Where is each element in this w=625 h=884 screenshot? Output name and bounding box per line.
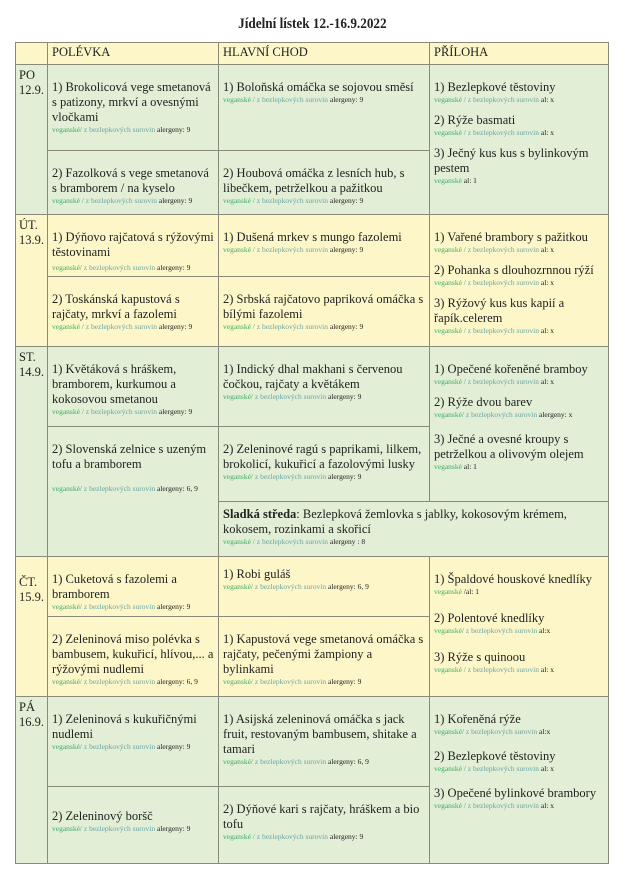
- sweet-text: : Bezlepková žemlovka s jablky, kokosovým krémem, kokosem, rozinkami a skořicí: [223, 507, 567, 536]
- dish-tags: [223, 196, 425, 206]
- dish-name: 2) Rýže dvou barev: [434, 395, 533, 409]
- header-soup: POLÉVKA: [48, 43, 219, 65]
- side-cell: [430, 697, 609, 864]
- allergens: alergeny: x: [537, 410, 573, 419]
- table-row: [16, 697, 609, 787]
- gluten-free-tag: z bezlepkových surovin: [465, 801, 539, 810]
- dish-tags: [223, 537, 604, 547]
- dish-tags: [223, 472, 425, 482]
- allergens: alergeny: 9: [326, 677, 362, 686]
- gluten-free-tag: z bezlepkových surovin: [253, 392, 327, 401]
- dish-tags: [223, 677, 425, 687]
- gluten-free-tag: z bezlepkových surovin: [82, 824, 156, 833]
- day-cell: [16, 347, 48, 557]
- gluten-free-tag: z bezlepkových surovin: [465, 278, 539, 287]
- vegan-tag: veganské /: [434, 377, 466, 386]
- soup-cell: [48, 347, 219, 427]
- dish-name: 1) Špaldové houskové knedlíky: [434, 572, 592, 586]
- dish-name: 1) Asijská zeleninová omáčka s jack fruit, restovaným bambusem, shitake a tamari: [223, 712, 417, 756]
- vegan-tag: veganské /: [223, 322, 255, 331]
- header-day: [16, 43, 48, 65]
- dish-tags: [434, 665, 604, 675]
- day-name: PO: [19, 68, 35, 82]
- dish-name: 3) Ječný kus kus s bylinkovým pestem: [434, 146, 589, 175]
- dish-tags: [52, 824, 214, 834]
- side-item: [434, 230, 604, 255]
- dish-name: 2) Srbská rajčatovo papriková omáčka s bílými fazolemi: [223, 292, 424, 321]
- allergens: alergeny: 6, 9: [326, 757, 369, 766]
- allergens: al: 1: [461, 176, 477, 185]
- dish-name: 1) Bezlepkové těstoviny: [434, 80, 556, 94]
- day-date: 16.9.: [19, 715, 44, 729]
- day-cell: [16, 65, 48, 215]
- allergens: al: x: [538, 245, 554, 254]
- dish-name: 2) Bezlepkové těstoviny: [434, 749, 556, 763]
- vegan-tag: veganské /: [223, 537, 255, 546]
- dish-name: 1) Indický dhal makhani s červenou čočkou, rajčaty a květákem: [223, 362, 403, 391]
- day-block-friday: [16, 697, 609, 864]
- soup-cell: [48, 215, 219, 277]
- vegan-tag: veganské/: [223, 677, 253, 686]
- sweet-label: Sladká středa: [223, 507, 297, 521]
- allergens: al: x: [538, 801, 554, 810]
- soup-cell: [48, 557, 219, 617]
- dish-tags: [434, 176, 604, 186]
- allergens: al:x: [537, 626, 551, 635]
- soup-cell: [48, 427, 219, 557]
- vegan-tag: veganské /: [434, 245, 466, 254]
- dish-tags: [223, 95, 425, 105]
- gluten-free-tag: z bezlepkových surovin: [254, 245, 328, 254]
- vegan-tag: veganské /: [434, 278, 466, 287]
- allergens: al: x: [538, 128, 554, 137]
- allergens: alergeny: 9: [156, 322, 193, 331]
- vegan-tag: veganské/: [223, 392, 253, 401]
- dish-tags: [52, 484, 214, 494]
- dish-name: 2) Fazolková s vege smetanová s bramborem / na kyselo: [52, 166, 209, 195]
- vegan-tag: veganské/: [52, 677, 82, 686]
- vegan-tag: veganské /: [434, 665, 466, 674]
- header-row: [16, 43, 609, 65]
- vegan-tag: veganské/: [52, 602, 82, 611]
- gluten-free-tag: z bezlepkových surovin: [464, 626, 538, 635]
- day-block-wednesday: [16, 347, 609, 557]
- soup-cell: [48, 277, 219, 347]
- vegan-tag: veganské: [434, 587, 462, 596]
- allergens: alergeny: 9: [327, 832, 364, 841]
- dish-name: [223, 507, 604, 537]
- allergens: alergeny: 9: [155, 263, 191, 272]
- dish-name: 1) Kořeněná rýže: [434, 712, 521, 726]
- vegan-tag: veganské/: [52, 125, 82, 134]
- day-block-tuesday: [16, 215, 609, 347]
- gluten-free-tag: z bezlepkových surovin: [82, 742, 156, 751]
- sweet-wednesday-cell: [219, 502, 609, 557]
- dish-tags: [434, 95, 604, 105]
- gluten-free-tag: z bezlepkových surovin: [465, 377, 539, 386]
- vegan-tag: veganské/: [434, 626, 464, 635]
- vegan-tag: veganské/: [434, 727, 464, 736]
- vegan-tag: veganské/: [223, 582, 253, 591]
- dish-name: 2) Dýňové kari s rajčaty, hráškem a bio tofu: [223, 802, 420, 831]
- dish-name: 1) Dýňovo rajčatová s rýžovými těstovinami: [52, 230, 214, 259]
- side-item: [434, 749, 604, 774]
- dish-tags: [223, 832, 425, 842]
- vegan-tag: veganské /: [434, 128, 466, 137]
- dish-name: 2) Zeleninová miso polévka s bambusem, kukuřicí, hlívou,... a rýžovými nudlemi: [52, 632, 214, 676]
- dish-name: 2) Zeleninový boršč: [52, 809, 153, 823]
- allergens: al: x: [538, 665, 554, 674]
- gluten-free-tag: z bezlepkových surovin: [82, 125, 156, 134]
- gluten-free-tag: z bezlepkových surovin: [253, 677, 327, 686]
- main-cell: [219, 151, 430, 215]
- vegan-tag: veganské/: [223, 757, 253, 766]
- side-item: [434, 395, 604, 420]
- main-cell: [219, 787, 430, 864]
- dish-name: 1) Květáková s hráškem, bramborem, kurkumou a kokosovou smetanou: [52, 362, 177, 406]
- dish-name: 2) Rýže basmati: [434, 113, 516, 127]
- day-cell: [16, 557, 48, 697]
- dish-name: 2) Slovenská zelnice s uzeným tofu a bramborem: [52, 442, 207, 471]
- gluten-free-tag: z bezlepkových surovin: [254, 196, 328, 205]
- vegan-tag: veganské/: [52, 484, 82, 493]
- gluten-free-tag: z bezlepkových surovin: [465, 245, 539, 254]
- dish-name: 3) Opečené bylinkové brambory: [434, 786, 597, 800]
- side-item: [434, 712, 604, 737]
- dish-name: 2) Toskánská kapustová s rajčaty, mrkví a fazolemi: [52, 292, 180, 321]
- day-name: ÚT.: [19, 218, 38, 232]
- dish-tags: [52, 263, 214, 273]
- side-item: [434, 146, 604, 186]
- dish-tags: [434, 245, 604, 255]
- vegan-tag: veganské /: [434, 801, 466, 810]
- dish-tags: [434, 587, 604, 597]
- allergens: al:x: [537, 727, 551, 736]
- dish-tags: [223, 392, 425, 402]
- vegan-tag: veganské/: [434, 410, 464, 419]
- allergens: alergeny: 6, 9: [155, 677, 198, 686]
- gluten-free-tag: z bezlepkových surovin: [464, 727, 538, 736]
- dish-tags: [52, 677, 214, 687]
- dish-tags: [434, 626, 604, 636]
- page-title: [0, 16, 625, 33]
- dish-tags: [223, 757, 425, 767]
- day-cell: [16, 215, 48, 347]
- gluten-free-tag: z bezlepkových surovin: [82, 263, 156, 272]
- side-item: [434, 80, 604, 105]
- dish-name: 2) Polentové knedlíky: [434, 611, 545, 625]
- gluten-free-tag: z bezlepkových surovin: [82, 602, 156, 611]
- main-cell: [219, 427, 430, 502]
- side-item: [434, 432, 604, 472]
- gluten-free-tag: z bezlepkových surovin: [254, 832, 328, 841]
- dish-name: 3) Ječné a ovesné kroupy s petrželkou a olivovým olejem: [434, 432, 584, 461]
- dish-name: 1) Vařené brambory s pažitkou: [434, 230, 588, 244]
- allergens: alergeny: 9: [155, 602, 191, 611]
- gluten-free-tag: z bezlepkových surovin: [465, 128, 539, 137]
- allergens: al: x: [538, 764, 554, 773]
- gluten-free-tag: z bezlepkových surovin: [82, 677, 156, 686]
- side-item: [434, 650, 604, 675]
- dish-tags: [434, 326, 604, 336]
- menu-table: [15, 42, 609, 864]
- allergens: /al: 1: [461, 587, 479, 596]
- vegan-tag: veganské /: [52, 322, 84, 331]
- dish-name: 2) Zeleninové ragú s paprikami, lilkem, brokolicí, kukuřicí a fazolovými lusky: [223, 442, 422, 471]
- day-name: PÁ: [19, 700, 35, 714]
- gluten-free-tag: z bezlepkových surovin: [254, 95, 328, 104]
- dish-tags: [434, 128, 604, 138]
- gluten-free-tag: z bezlepkových surovin: [83, 407, 157, 416]
- allergens: al: x: [538, 377, 554, 386]
- dish-tags: [52, 742, 214, 752]
- allergens: al: 1: [461, 462, 477, 471]
- soup-cell: [48, 697, 219, 787]
- main-cell: [219, 277, 430, 347]
- gluten-free-tag: z bezlepkových surovin: [465, 665, 539, 674]
- main-cell: [219, 617, 430, 697]
- day-block-monday: [16, 65, 609, 215]
- side-item: [434, 296, 604, 336]
- allergens: alergeny: 9: [327, 95, 364, 104]
- gluten-free-tag: z bezlepkových surovin: [83, 322, 157, 331]
- gluten-free-tag: z bezlepkových surovin: [253, 582, 327, 591]
- dish-tags: [223, 245, 425, 255]
- gluten-free-tag: z bezlepkových surovin: [253, 757, 327, 766]
- day-name: ST.: [19, 350, 36, 364]
- allergens: alergeny: 9: [326, 472, 362, 481]
- main-cell: [219, 697, 430, 787]
- dish-name: 1) Opečené kořeněné bramboy: [434, 362, 588, 376]
- dish-tags: [52, 602, 214, 612]
- page-title-text: Jídelní lístek 12.-16.9.2022: [238, 16, 387, 32]
- header-side: PŘÍLOHA: [430, 43, 609, 65]
- vegan-tag: veganské /: [223, 95, 255, 104]
- table-row: [16, 557, 609, 617]
- allergens: alergeny: 9: [155, 824, 191, 833]
- day-name: ČT.: [19, 575, 38, 589]
- dish-name: 2) Houbová omáčka z lesních hub, s libečkem, petrželkou a pažitkou: [223, 166, 405, 195]
- vegan-tag: veganské /: [223, 196, 255, 205]
- allergens: al: x: [538, 326, 554, 335]
- allergens: alergeny: 9: [327, 322, 364, 331]
- allergens: alergeny: 9: [156, 407, 193, 416]
- allergens: al: x: [538, 95, 554, 104]
- dish-tags: [434, 410, 604, 420]
- main-cell: [219, 557, 430, 617]
- allergens: alergeny: 6, 9: [326, 582, 369, 591]
- gluten-free-tag: z bezlepkových surovin: [465, 95, 539, 104]
- vegan-tag: veganské /: [223, 245, 255, 254]
- day-date: 14.9.: [19, 365, 44, 379]
- dish-tags: [52, 196, 214, 206]
- main-cell: [219, 65, 430, 151]
- gluten-free-tag: z bezlepkových surovin: [82, 484, 156, 493]
- day-date: 12.9.: [19, 83, 44, 97]
- side-item: [434, 572, 604, 597]
- header-main: HLAVNÍ CHOD: [219, 43, 430, 65]
- dish-tags: [434, 801, 604, 811]
- vegan-tag: veganské /: [52, 196, 84, 205]
- table-row: [16, 347, 609, 427]
- soup-cell: [48, 787, 219, 864]
- dish-tags: [52, 407, 214, 417]
- day-date: 13.9.: [19, 233, 44, 247]
- vegan-tag: veganské /: [52, 407, 84, 416]
- dish-tags: [434, 727, 604, 737]
- gluten-free-tag: z bezlepkových surovin: [464, 410, 538, 419]
- dish-name: 1) Cuketová s fazolemi a bramborem: [52, 572, 177, 601]
- vegan-tag: veganské/: [52, 263, 82, 272]
- dish-name: 1) Robi guláš: [223, 567, 291, 581]
- vegan-tag: veganské/: [223, 472, 253, 481]
- dish-name: 1) Kapustová vege smetanová omáčka s rajčaty, pečenými žampiony a bylinkami: [223, 632, 424, 676]
- side-cell: [430, 215, 609, 347]
- allergens: alergeny: 9: [156, 196, 193, 205]
- dish-name: 1) Dušená mrkev s mungo fazolemi: [223, 230, 402, 244]
- gluten-free-tag: z bezlepkových surovin: [465, 764, 539, 773]
- gluten-free-tag: z bezlepkových surovin: [254, 537, 328, 546]
- allergens: alergeny : 8: [327, 537, 366, 546]
- soup-cell: [48, 151, 219, 215]
- gluten-free-tag: z bezlepkových surovin: [465, 326, 539, 335]
- side-item: [434, 786, 604, 811]
- gluten-free-tag: z bezlepkových surovin: [253, 472, 327, 481]
- main-cell: [219, 215, 430, 277]
- soup-cell: [48, 65, 219, 151]
- dish-name: 3) Rýžový kus kus kapií a řapík.celerem: [434, 296, 565, 325]
- gluten-free-tag: z bezlepkových surovin: [254, 322, 328, 331]
- dish-name: 1) Boloňská omáčka se sojovou směsí: [223, 80, 414, 94]
- table-row: [16, 65, 609, 151]
- dish-name: 2) Pohanka s dlouhozrnnou rýží: [434, 263, 594, 277]
- allergens: al: x: [538, 278, 554, 287]
- allergens: alergeny: 6, 9: [155, 484, 198, 493]
- side-cell: [430, 347, 609, 502]
- gluten-free-tag: z bezlepkových surovin: [83, 196, 157, 205]
- vegan-tag: veganské/: [52, 742, 82, 751]
- allergens: alergeny: 9: [327, 245, 364, 254]
- dish-name: 3) Rýže s quinoou: [434, 650, 526, 664]
- dish-tags: [52, 322, 214, 332]
- dish-name: 1) Brokolicová vege smetanová s patizony, mrkví a ovesnými vločkami: [52, 80, 211, 124]
- dish-name: 1) Zeleninová s kukuřičnými nudlemi: [52, 712, 197, 741]
- allergens: alergeny: 9: [155, 125, 191, 134]
- dish-tags: [223, 582, 425, 592]
- vegan-tag: veganské/: [52, 824, 82, 833]
- vegan-tag: veganské /: [434, 95, 466, 104]
- allergens: alergeny: 9: [326, 392, 362, 401]
- day-block-thursday: [16, 557, 609, 697]
- dish-tags: [52, 125, 214, 135]
- dish-tags: [223, 322, 425, 332]
- main-cell: [219, 347, 430, 427]
- vegan-tag: veganské: [434, 176, 462, 185]
- vegan-tag: veganské /: [434, 764, 466, 773]
- side-item: [434, 362, 604, 387]
- dish-tags: [434, 462, 604, 472]
- side-item: [434, 611, 604, 636]
- vegan-tag: veganské: [434, 462, 462, 471]
- table-row: [16, 215, 609, 277]
- dish-tags: [434, 377, 604, 387]
- day-date: 15.9.: [19, 590, 44, 604]
- allergens: alergeny: 9: [155, 742, 191, 751]
- side-item: [434, 263, 604, 288]
- allergens: alergeny: 9: [327, 196, 364, 205]
- soup-cell: [48, 617, 219, 697]
- side-cell: [430, 65, 609, 215]
- dish-tags: [434, 278, 604, 288]
- vegan-tag: veganské /: [434, 326, 466, 335]
- side-item: [434, 113, 604, 138]
- day-cell: [16, 697, 48, 864]
- dish-tags: [434, 764, 604, 774]
- side-cell: [430, 557, 609, 697]
- vegan-tag: veganské /: [223, 832, 255, 841]
